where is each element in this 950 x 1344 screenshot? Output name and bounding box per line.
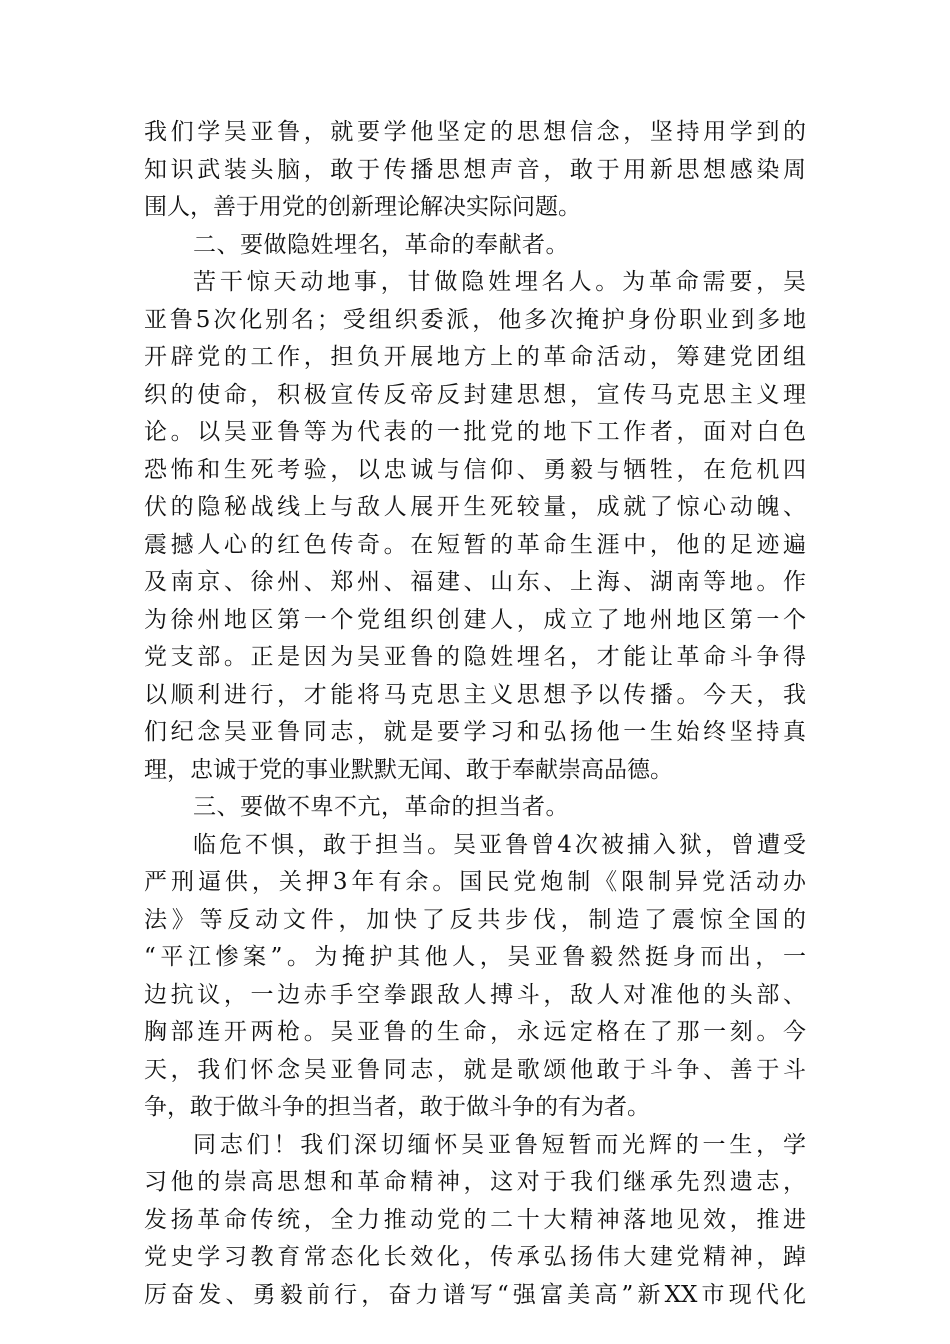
text-line: 党史学习教育常态化长效化，传承弘扬伟大建党精神，踔 <box>144 1244 806 1270</box>
text-line: 理，忠诚于党的事业默默无闻、敢于奉献崇高品德。 <box>144 756 673 783</box>
document-page <box>144 114 806 1314</box>
text-line: 织的使命，积极宣传反帝反封建思想，宣传马克思主义理 <box>144 381 806 408</box>
section-heading: 三、要做不卑不亢，革命的担当者。 <box>193 794 569 820</box>
text-line: 发扬革命传统，全力推动党的二十大精神落地见效，推进 <box>144 1206 806 1233</box>
text-line: 伏的隐秘战线上与敌人展开生死较量，成就了惊心动魄、 <box>144 494 806 520</box>
paragraph <box>144 114 806 227</box>
text-line: 天，我们怀念吴亚鲁同志，就是歌颂他敢于斗争、善于斗 <box>144 1056 806 1083</box>
text-line: 法》等反动文件，加快了反共步伐，制造了震惊全国的 <box>144 906 806 933</box>
paragraph <box>144 827 806 1127</box>
paragraph <box>144 1127 806 1315</box>
text-line: 我们学吴亚鲁，就要学他坚定的思想信念，坚持用学到的 <box>144 119 806 145</box>
text-line: 知识武装头脑，敢于传播思想声音，敢于用新思想感染周 <box>144 156 806 183</box>
text-line: 习他的崇高思想和革命精神，这对于我们继承先烈遗志， <box>144 1169 806 1195</box>
text-line: 们纪念吴亚鲁同志，就是要学习和弘扬他一生始终坚持真 <box>144 719 806 745</box>
text-line: 震撼人心的红色传奇。在短暂的革命生涯中，他的足迹遍 <box>144 531 806 558</box>
text-line: 开辟党的工作，担负开展地方上的革命活动，筹建党团组 <box>144 344 806 370</box>
text-line: “平江惨案”。为掩护其他人，吴亚鲁毅然挺身而出，一 <box>144 944 806 970</box>
text-line: 争，敢于做斗争的担当者，敢于做斗争的有为者。 <box>144 1094 650 1120</box>
text-line: 厉奋发、勇毅前行，奋力谱写“强富美高”新XX市现代化 <box>144 1281 806 1308</box>
text-line: 及南京、徐州、郑州、福建、山东、上海、湖南等地。作 <box>144 569 806 595</box>
text-line: 论。以吴亚鲁等为代表的一批党的地下工作者，面对白色 <box>144 419 806 445</box>
text-line: 党支部。正是因为吴亚鲁的隐姓埋名，才能让革命斗争得 <box>144 644 806 670</box>
text-line: 严刑逼供，关押3年有余。国民党炮制《限制异党活动办 <box>144 869 806 895</box>
text-line: 以顺利进行，才能将马克思主义思想予以传播。今天，我 <box>144 681 806 708</box>
text-line: 胸部连开两枪。吴亚鲁的生命，永远定格在了那一刻。今 <box>144 1019 806 1045</box>
text-line: 围人，善于用党的创新理论解决实际问题。 <box>144 194 581 220</box>
section-heading: 二、要做隐姓埋名，革命的奉献者。 <box>193 231 569 258</box>
paragraph <box>144 264 806 789</box>
text-line: 恐怖和生死考验，以忠诚与信仰、勇毅与牺牲，在危机四 <box>144 456 806 483</box>
text-line: 临危不惧，敢于担当。吴亚鲁曾4次被捕入狱，曾遭受 <box>193 831 806 858</box>
text-line: 苦干惊天动地事，甘做隐姓埋名人。为革命需要，吴 <box>193 269 806 295</box>
text-line: 边抗议，一边赤手空拳跟敌人搏斗，敌人对准他的头部、 <box>144 981 806 1008</box>
text-line: 为徐州地区第一个党组织创建人，成立了地州地区第一个 <box>144 606 806 633</box>
text-line: 同志们！我们深切缅怀吴亚鲁短暂而光辉的一生，学 <box>193 1131 806 1158</box>
text-line: 亚鲁5次化别名；受组织委派，他多次掩护身份职业到多地 <box>144 306 806 333</box>
